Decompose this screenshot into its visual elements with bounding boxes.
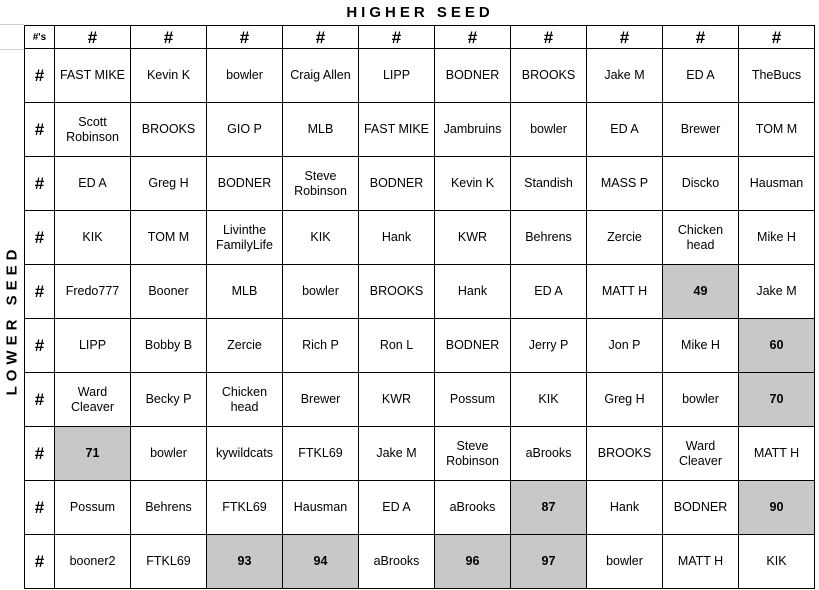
row-header-5: # bbox=[25, 319, 55, 373]
square-name-cell: Greg H bbox=[587, 373, 663, 427]
square-name-cell: Jake M bbox=[587, 49, 663, 103]
square-name-cell: MASS P bbox=[587, 157, 663, 211]
square-name-cell: Steve Robinson bbox=[435, 427, 511, 481]
square-name-cell: MATT H bbox=[739, 427, 815, 481]
square-name-cell: KIK bbox=[283, 211, 359, 265]
square-number-cell: 60 bbox=[739, 319, 815, 373]
square-name-cell: Mike H bbox=[739, 211, 815, 265]
row-header-7: # bbox=[25, 427, 55, 481]
square-name-cell: bowler bbox=[207, 49, 283, 103]
corner-label: #'s bbox=[25, 26, 55, 49]
square-name-cell: Booner bbox=[131, 265, 207, 319]
square-name-cell: TheBucs bbox=[739, 49, 815, 103]
square-name-cell: Zercie bbox=[207, 319, 283, 373]
square-name-cell: FAST MIKE bbox=[359, 103, 435, 157]
square-number-cell: 93 bbox=[207, 535, 283, 589]
row-header-4: # bbox=[25, 265, 55, 319]
square-number-cell: 49 bbox=[663, 265, 739, 319]
square-name-cell: Jake M bbox=[359, 427, 435, 481]
square-name-cell: Rich P bbox=[283, 319, 359, 373]
square-name-cell: Jerry P bbox=[511, 319, 587, 373]
square-name-cell: KIK bbox=[511, 373, 587, 427]
square-name-cell: Livinthe FamilyLife bbox=[207, 211, 283, 265]
square-number-cell: 94 bbox=[283, 535, 359, 589]
square-name-cell: MLB bbox=[283, 103, 359, 157]
square-name-cell: BODNER bbox=[207, 157, 283, 211]
square-name-cell: Steve Robinson bbox=[283, 157, 359, 211]
square-name-cell: Possum bbox=[435, 373, 511, 427]
row-header-0: # bbox=[25, 49, 55, 103]
sheet-gridline bbox=[0, 24, 24, 25]
square-name-cell: Jambruins bbox=[435, 103, 511, 157]
square-name-cell: Fredo777 bbox=[55, 265, 131, 319]
square-name-cell: Brewer bbox=[283, 373, 359, 427]
square-name-cell: Jon P bbox=[587, 319, 663, 373]
higher-seed-title: HIGHER SEED bbox=[346, 4, 494, 21]
square-name-cell: TOM M bbox=[739, 103, 815, 157]
square-name-cell: bowler bbox=[283, 265, 359, 319]
square-number-cell: 70 bbox=[739, 373, 815, 427]
column-header-7: # bbox=[587, 26, 663, 49]
square-name-cell: Chicken head bbox=[207, 373, 283, 427]
square-number-cell: 97 bbox=[511, 535, 587, 589]
square-name-cell: Hausman bbox=[283, 481, 359, 535]
square-name-cell: Greg H bbox=[131, 157, 207, 211]
square-name-cell: LIPP bbox=[55, 319, 131, 373]
square-name-cell: GIO P bbox=[207, 103, 283, 157]
square-name-cell: ED A bbox=[511, 265, 587, 319]
square-name-cell: ED A bbox=[663, 49, 739, 103]
square-name-cell: aBrooks bbox=[435, 481, 511, 535]
square-name-cell: Jake M bbox=[739, 265, 815, 319]
square-name-cell: BROOKS bbox=[359, 265, 435, 319]
square-name-cell: ED A bbox=[587, 103, 663, 157]
square-name-cell: kywildcats bbox=[207, 427, 283, 481]
square-name-cell: Standish bbox=[511, 157, 587, 211]
square-name-cell: ED A bbox=[55, 157, 131, 211]
square-name-cell: Scott Robinson bbox=[55, 103, 131, 157]
column-header-5: # bbox=[435, 26, 511, 49]
grid-row bbox=[25, 373, 815, 427]
square-name-cell: booner2 bbox=[55, 535, 131, 589]
square-name-cell: FTKL69 bbox=[283, 427, 359, 481]
square-number-cell: 90 bbox=[739, 481, 815, 535]
square-name-cell: aBrooks bbox=[511, 427, 587, 481]
square-name-cell: aBrooks bbox=[359, 535, 435, 589]
square-name-cell: FTKL69 bbox=[131, 535, 207, 589]
square-name-cell: Craig Allen bbox=[283, 49, 359, 103]
square-number-cell: 87 bbox=[511, 481, 587, 535]
column-header-1: # bbox=[131, 26, 207, 49]
sheet-gridline bbox=[0, 49, 24, 50]
square-name-cell: Ron L bbox=[359, 319, 435, 373]
grid-row bbox=[25, 319, 815, 373]
square-name-cell: KIK bbox=[739, 535, 815, 589]
square-name-cell: Bobby B bbox=[131, 319, 207, 373]
square-name-cell: KWR bbox=[359, 373, 435, 427]
square-name-cell: TOM M bbox=[131, 211, 207, 265]
square-name-cell: Hank bbox=[359, 211, 435, 265]
square-name-cell: bowler bbox=[131, 427, 207, 481]
square-name-cell: BODNER bbox=[663, 481, 739, 535]
row-header-9: # bbox=[25, 535, 55, 589]
square-name-cell: Mike H bbox=[663, 319, 739, 373]
column-header-8: # bbox=[663, 26, 739, 49]
column-header-4: # bbox=[359, 26, 435, 49]
square-number-cell: 96 bbox=[435, 535, 511, 589]
square-name-cell: FTKL69 bbox=[207, 481, 283, 535]
square-name-cell: BROOKS bbox=[511, 49, 587, 103]
square-name-cell: BODNER bbox=[435, 319, 511, 373]
square-name-cell: Hausman bbox=[739, 157, 815, 211]
grid-row bbox=[25, 49, 815, 103]
square-name-cell: BODNER bbox=[435, 49, 511, 103]
square-name-cell: Kevin K bbox=[131, 49, 207, 103]
row-header-3: # bbox=[25, 211, 55, 265]
lower-seed-label: LOWER SEED bbox=[3, 244, 21, 396]
square-name-cell: FAST MIKE bbox=[55, 49, 131, 103]
square-name-cell: MLB bbox=[207, 265, 283, 319]
square-name-cell: Becky P bbox=[131, 373, 207, 427]
column-header-0: # bbox=[55, 26, 131, 49]
square-name-cell: bowler bbox=[663, 373, 739, 427]
square-name-cell: Behrens bbox=[131, 481, 207, 535]
squares-grid bbox=[24, 25, 815, 589]
square-name-cell: Possum bbox=[55, 481, 131, 535]
square-name-cell: Ward Cleaver bbox=[663, 427, 739, 481]
row-header-2: # bbox=[25, 157, 55, 211]
square-name-cell: Hank bbox=[435, 265, 511, 319]
square-name-cell: ED A bbox=[359, 481, 435, 535]
row-header-6: # bbox=[25, 373, 55, 427]
square-name-cell: BODNER bbox=[359, 157, 435, 211]
square-name-cell: Ward Cleaver bbox=[55, 373, 131, 427]
grid-row bbox=[25, 535, 815, 589]
square-name-cell: KWR bbox=[435, 211, 511, 265]
square-name-cell: LIPP bbox=[359, 49, 435, 103]
row-header-1: # bbox=[25, 103, 55, 157]
square-number-cell: 71 bbox=[55, 427, 131, 481]
square-name-cell: bowler bbox=[511, 103, 587, 157]
square-name-cell: Discko bbox=[663, 157, 739, 211]
square-name-cell: BROOKS bbox=[131, 103, 207, 157]
square-name-cell: MATT H bbox=[587, 265, 663, 319]
square-name-cell: Hank bbox=[587, 481, 663, 535]
grid-row bbox=[25, 265, 815, 319]
square-name-cell: Kevin K bbox=[435, 157, 511, 211]
grid-row bbox=[25, 211, 815, 265]
column-header-9: # bbox=[739, 26, 815, 49]
grid-row bbox=[25, 427, 815, 481]
square-name-cell: MATT H bbox=[663, 535, 739, 589]
square-name-cell: bowler bbox=[587, 535, 663, 589]
square-name-cell: Chicken head bbox=[663, 211, 739, 265]
lower-seed-title bbox=[0, 50, 24, 590]
square-name-cell: KIK bbox=[55, 211, 131, 265]
column-header-3: # bbox=[283, 26, 359, 49]
row-header-8: # bbox=[25, 481, 55, 535]
grid-row bbox=[25, 481, 815, 535]
column-header-2: # bbox=[207, 26, 283, 49]
square-name-cell: Zercie bbox=[587, 211, 663, 265]
column-header-6: # bbox=[511, 26, 587, 49]
grid-row bbox=[25, 157, 815, 211]
header-row bbox=[25, 26, 815, 49]
square-name-cell: BROOKS bbox=[587, 427, 663, 481]
square-name-cell: Behrens bbox=[511, 211, 587, 265]
square-name-cell: Brewer bbox=[663, 103, 739, 157]
grid-row bbox=[25, 103, 815, 157]
